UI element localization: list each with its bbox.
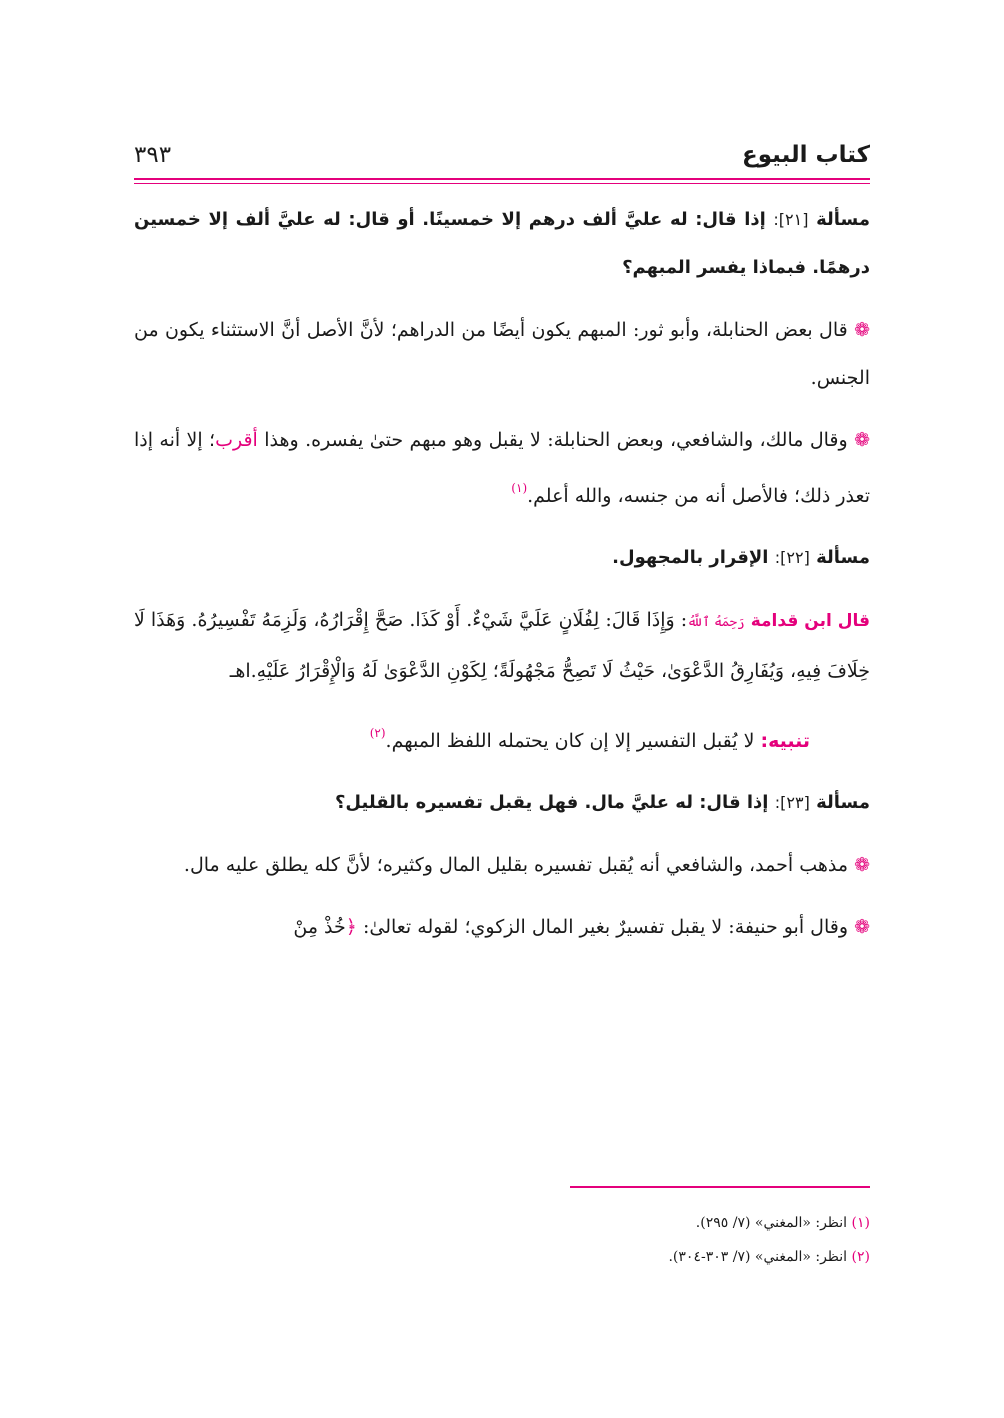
paragraph-4: [134, 903, 870, 951]
question-text: إذا قال: له عليَّ مال. فهل يقبل تفسيره بالقليل؟: [334, 792, 769, 813]
footnote-1: [134, 1206, 870, 1240]
running-title: كتاب البيوع: [742, 142, 870, 168]
question-label: مسألة: [816, 792, 870, 813]
paragraph-text: قال بعض الحنابلة، وأبو ثور: المبهم يكون أيضًا من الدراهم؛ لأنَّ الأصل أنَّ الاستثناء يكون من الجنس.: [134, 319, 870, 389]
quote-attribution: قال ابن قدامة: [750, 611, 870, 631]
question-text: الإقرار بالمجهول.: [612, 547, 769, 568]
flower-ornament-icon: ❁: [854, 319, 870, 341]
quote-text: : وَإِذَا قَالَ: لِفُلَانٍ عَلَيَّ شَيْءٌ. أَوْ كَذَا. صَحَّ إِقْرَارُهُ، وَلَزِمَهُ تَفْسِيرُهُ. وَهَذَا لَا خِلَافَ فِيهِ، وَيُفَارِقُ الدَّعْوَىٰ، حَيْثُ لَا تَصِحُّ مَجْهُولَةً؛ لِكَوْنِ الدَّعْوَىٰ لَهُ وَالْإِقْرَارُ عَلَيْهِ.اهـ: [134, 609, 870, 682]
page-header: [134, 128, 870, 168]
question-label: مسألة: [816, 209, 870, 230]
footnotes: [134, 1206, 870, 1274]
paragraph-text-continued: ؛ إلا أنه إذا تعذر ذلك؛ فالأصل أنه من جنسه، والله أعلم.: [134, 429, 870, 507]
question-23: [134, 779, 870, 827]
footnote-ref-1[interactable]: (١): [511, 481, 528, 495]
footnote-rule: [570, 1186, 870, 1188]
quran-bracket: ﴿: [345, 916, 357, 938]
quran-text: خُذْ مِنْ: [293, 916, 346, 938]
question-text: إذا قال: له عليَّ ألف درهم إلا خمسينًا. أو قال: له عليَّ ألف إلا خمسين درهمًا. فبماذا يفسر المبهم؟: [134, 209, 870, 278]
footnote-text: انظر: «المغني» (٧/ ٢٩٥).: [695, 1215, 848, 1231]
question-number: [٢٢]:: [774, 548, 810, 567]
paragraph-text: وقال أبو حنيفة: لا يقبل تفسيرٌ بغير المال الزكوي؛ لقوله تعالىٰ:: [362, 916, 849, 938]
paragraph-text: مذهب أحمد، والشافعي أنه يُقبل تفسيره بقليل المال وكثيره؛ لأنَّ كله يطلق عليه مال.: [183, 854, 849, 876]
paragraph-2: [134, 416, 870, 520]
highlight-word: أقرب: [215, 429, 258, 451]
header-rule: [134, 178, 870, 180]
quote-block: [134, 596, 870, 695]
question-number: [٢١]:: [773, 210, 809, 229]
question-label: مسألة: [816, 547, 870, 568]
question-21: [134, 196, 870, 292]
paragraph-1: [134, 306, 870, 402]
header-rule-thin: [134, 183, 870, 184]
flower-ornament-icon: ❁: [854, 916, 870, 938]
paragraph-text: وقال مالك، والشافعي، وبعض الحنابلة: لا يقبل وهو مبهم حتىٰ يفسره. وهذا: [264, 429, 848, 451]
footnote-text: انظر: «المغني» (٧/ ٣٠٣-٣٠٤).: [668, 1249, 848, 1265]
footnote-number: (١): [851, 1215, 870, 1231]
footnote-number: (٢): [851, 1249, 870, 1265]
paragraph-3: [134, 841, 870, 889]
footnote-2: [134, 1240, 870, 1274]
flower-ornament-icon: ❁: [854, 429, 870, 451]
note-block: [134, 709, 870, 765]
note-text: لا يُقبل التفسير إلا إن كان يحتمله اللفظ المبهم.: [385, 730, 755, 752]
honorific: رَحِمَهُ ٱللَّهُ: [687, 615, 745, 630]
question-number: [٢٣]:: [774, 793, 810, 812]
page-body: [134, 128, 870, 951]
page-number: ٣٩٣: [134, 142, 172, 168]
footnote-ref-2[interactable]: (٢): [369, 726, 386, 740]
question-22: [134, 534, 870, 582]
flower-ornament-icon: ❁: [854, 854, 870, 876]
note-label: تنبيه:: [760, 730, 810, 752]
